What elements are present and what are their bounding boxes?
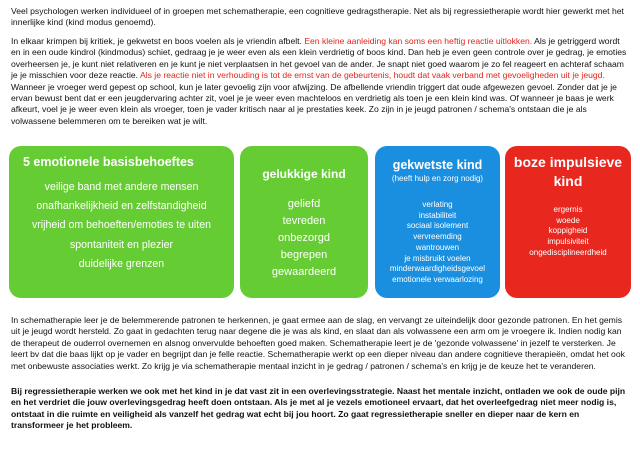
list-item: ergernis [553,205,583,214]
box-happy-child-title: gelukkige kind [262,167,346,181]
list-item: vrijheid om behoeften/emoties te uiten [31,219,212,232]
highlight-youth: Als je reactie niet in verhouding is tot de ernst van de gebeurtenis, houdt dat vaak verband met gevoeligheden uit je jeugd. [139,70,605,81]
list-item: sociaal isolement [406,221,469,231]
box-basic-needs-title: 5 emotionele basisbehoeftes [23,155,194,169]
list-item: onafhankelijkheid en zelfstandigheid [36,200,207,213]
box-angry-child-title: boze impulsieve kind [513,154,623,189]
box-hurt-child-title: gekwetste kind [392,158,483,172]
box-angry-child [505,146,631,298]
list-item: emotionele verwaarlozing [392,274,483,284]
list-item: woede [556,215,580,225]
list-item: verlating [422,200,453,209]
list-item: minderwaardigheidsgevoel [389,264,486,274]
list-item: ongedisciplineerdheid [529,247,607,257]
list-item: impulsiviteit [547,237,589,247]
box-hurt-child-subtitle: (heeft hulp en zorg nodig) [391,174,484,183]
box-happy-child [240,146,368,298]
list-item: tevreden [282,215,326,227]
intro-paragraph: Veel psychologen werken individueel of in groepen met schematherapie, een cognitieve gedragstherapie. Net als bij regressietherapie wordt hier gewerkt met het innerlijke kind (kind modus genoemd). [11,6,624,28]
list-item: duidelijke grenzen [78,257,165,270]
box-hurt-child [375,146,500,298]
box-basic-needs [9,146,234,298]
schema-therapy-paragraph: In schematherapie leer je de belemmerende patronen te herkennen, je gaat ermee aan de slag, en vervangt ze uiteindelijk door gezonde patronen. En het gemis uit je jeugd wordt hersteld. Zo gaat in gedachten terug naar degene die je was als kind, en slaat dan als volwassene een arm om je vroegere ik. Indien nodig kan de therapeut de ouderrol overnemen en alsnog onvervulde behoeften goed maken. Schematherapie leert je de 'gezonde volwassene' in jezelf te versterken. Je leert bv dat die baas lijkt op je vader en begrijpt dan je felle reactie. Schematherapie werkt op een dieper niveau dan andere cognitieve therapieën, omdat het ook met onbewuste associaties werkt. Zo krijg je via schematherapie mentaal inzicht in je gedrag / patronen / schema's en krijg je de keuze het te veranderen. [11,315,625,371]
trigger-paragraph: In elkaar krimpen bij kritiek, je gekwetst en boos voelen als je vriendin afbelt. Een kleine aanleiding kan soms een heftig reactie uitlokken. Als je getriggerd wordt en in een oude kindrol (kindmodus) schiet, gedraag je je weer even als een klein verdrietig of boos kind. Dan heb je even geen controle over je gedrag, je emoties overheersen je, je kunt niet relativeren en je kunt je niet verplaatsen in het gevoel van de ander. Je snapt niet goed waarom je zo fel reageert en achteraf schaam je je misschien voor deze reactie. Als je reactie niet in verhouding is tot de ernst van de gebeurtenis, houdt dat vaak verband met gevoeligheden uit je jeugd. Wanneer je vroeger werd gepest op school, kun je later gevoelig zijn voor afwijzing. De afbellende vriendin triggert dat oude afgewezen gevoel. Zonder dat je je ervan bewust bent dat er een jeugdervaring achter zit, voel je je weer even machteloos en verdrietig als toen je een klein kind was. Of wanneer je baas je werk afkeurt, voel je je weer even klein als vroeger, toen je vader kritisch naar al je prestaties keek. Zo zijn in je jeugd patronen / schema's ontstaan die je als volwassene belemmeren om te bereiken wat je wilt. [11,36,627,126]
regression-therapy-paragraph: Bij regressietherapie werken we ook met het kind in je dat vast zit in een overlevingsstrategie. Naast het mentale inzicht, ontladen we ook de oude pijn en het verdriet die jouw overlevingsgedrag heeft doen ontstaan. Als je met al je vezels emotioneel ervaart, dat het overleefgedrag niet meer nodig is, ontstaat in die ruimte en veiligheid als vanzelf het gedrag wat echt bij jou hoort. Zo gaat regressietherapie sneller en dieper naar de kern en transformeer je het probleem. [11,386,626,431]
list-item: instabiliteit [418,210,457,220]
list-item: veilige band met andere mensen [44,181,199,193]
list-item: je misbruikt voelen [404,253,471,263]
highlight-reaction: Een kleine aanleiding kan soms een heftig reactie uitlokken. [304,36,533,46]
list-item: spontaniteit en plezier [69,238,174,251]
list-item: gewaardeerd [271,266,337,278]
list-item: begrepen [280,249,328,261]
list-item: geliefd [287,198,321,210]
list-item: wantrouwen [415,242,460,252]
list-item: onbezorgd [278,232,330,244]
list-item: koppigheid [548,226,588,236]
list-item: vervreemding [413,232,462,242]
